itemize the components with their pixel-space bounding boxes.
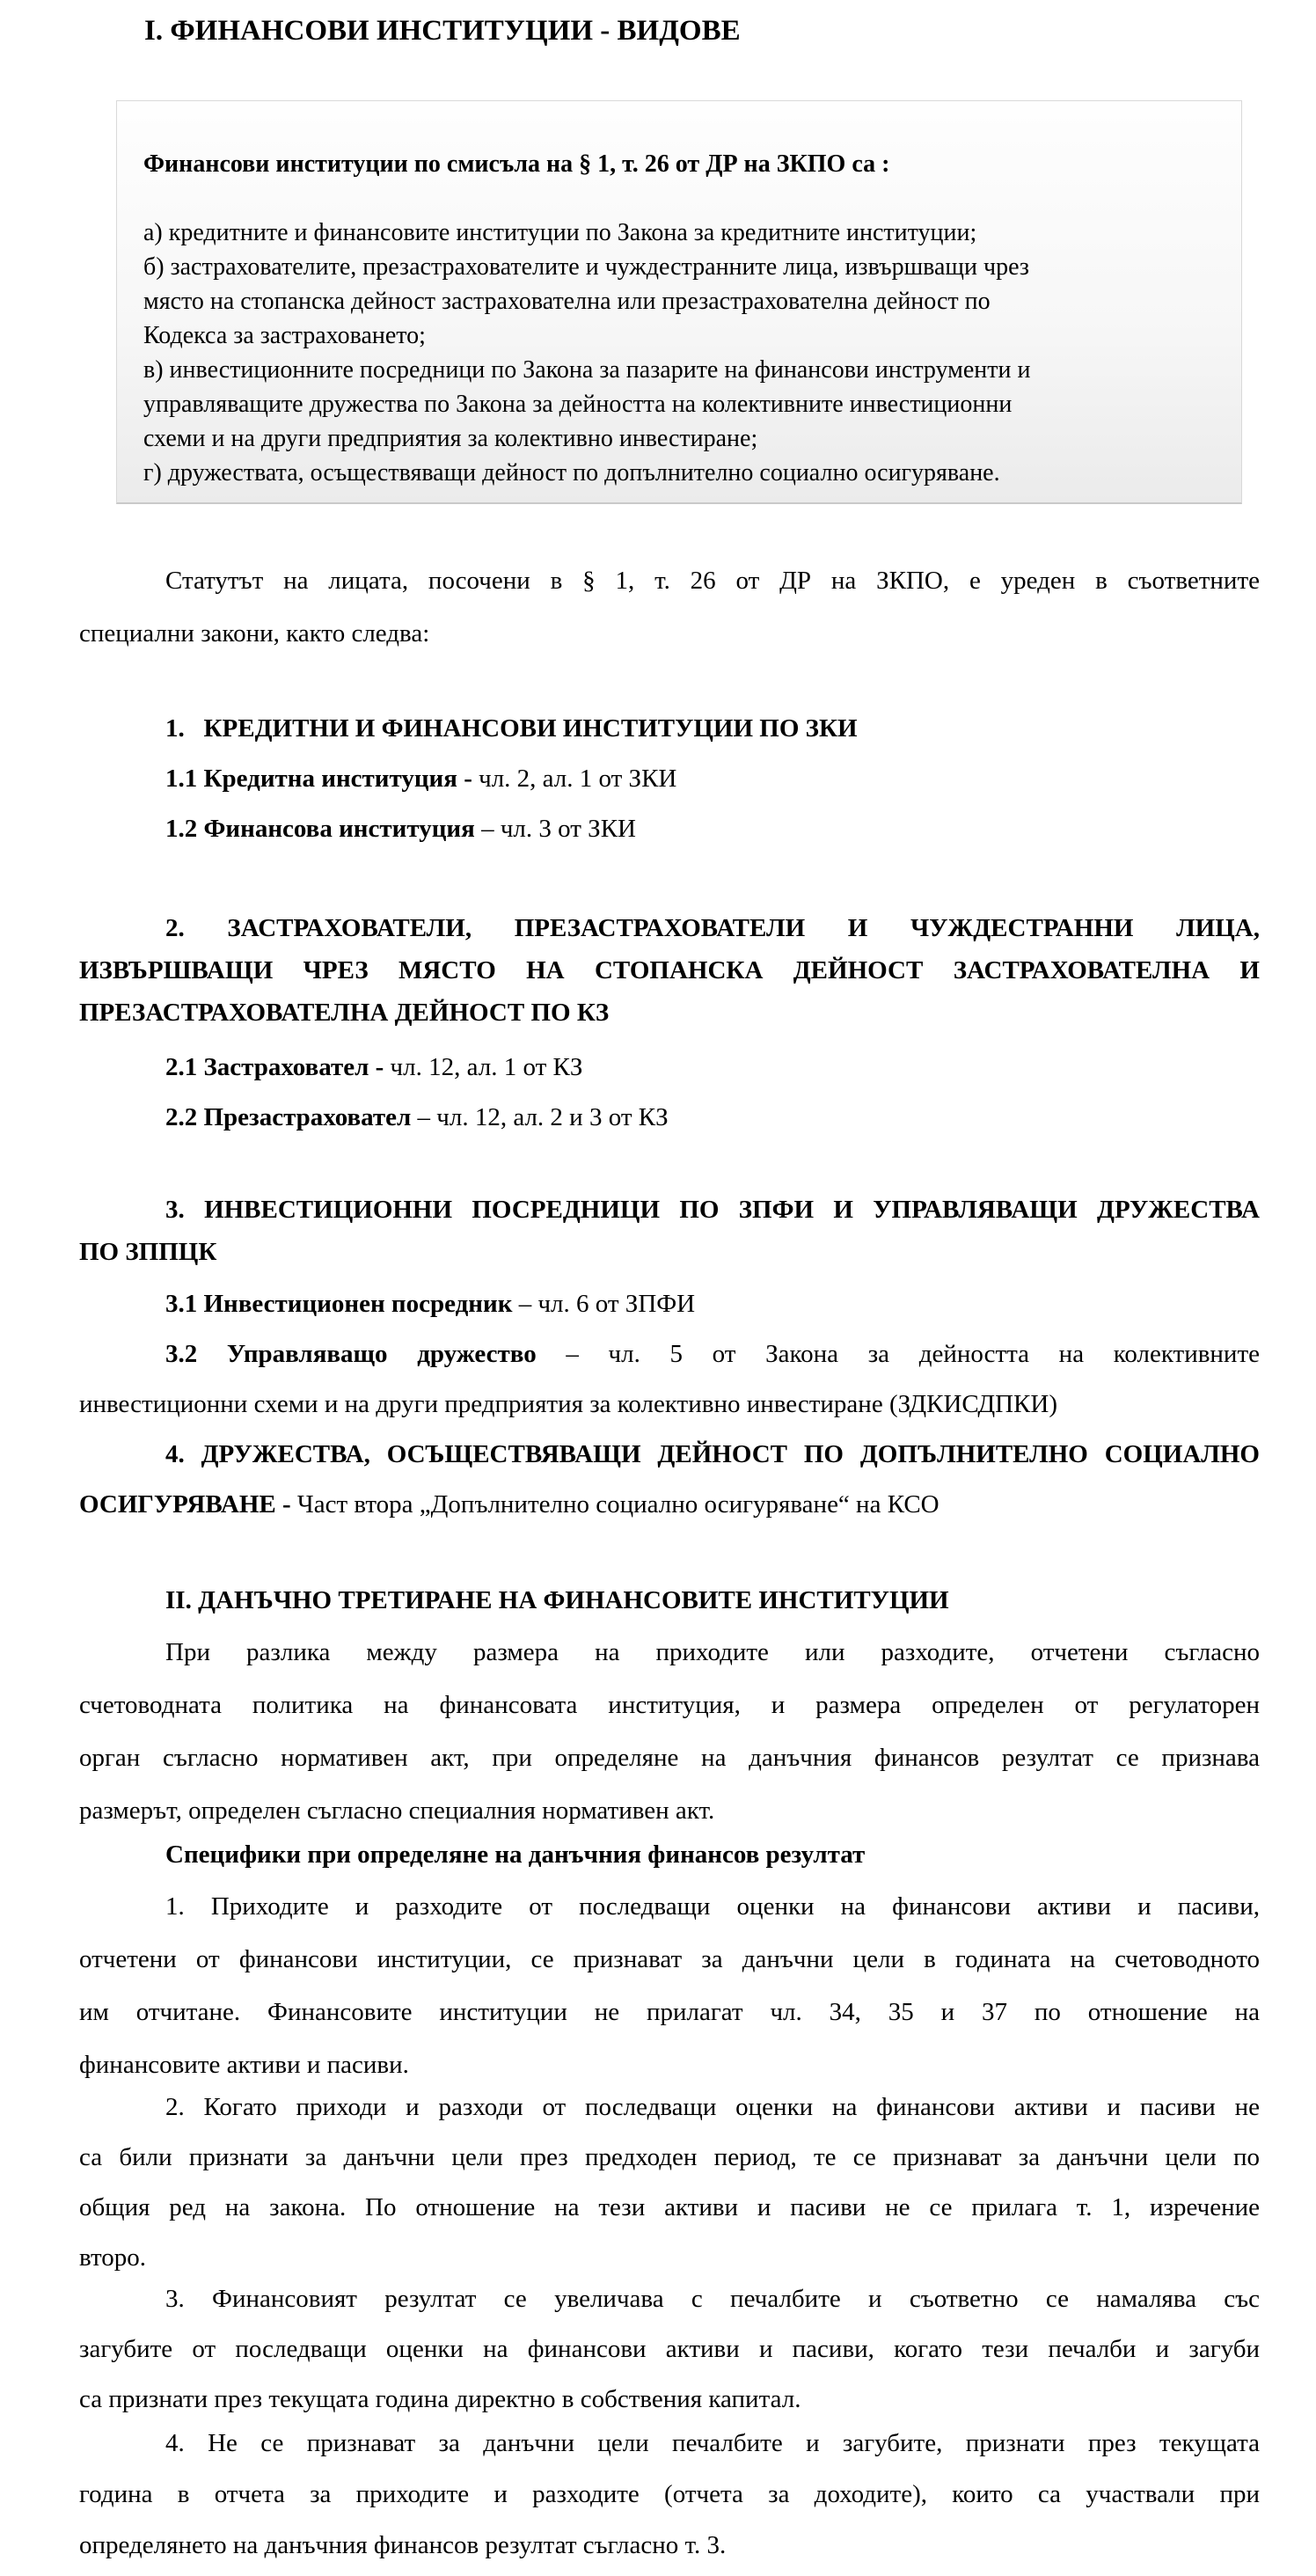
list-item-3-2-continued: инвестиционни схеми и на други предприятия за колективно инвестиране (ЗДКИСДПКИ) — [79, 1390, 1057, 1418]
paragraph-line: общия ред на закона. По отношение на тези активи и пасиви не се прилага т. 1, изречение — [79, 2193, 1260, 2221]
paragraph-item-3 — [79, 2274, 1260, 2425]
section-2-heading — [79, 907, 1260, 1034]
list-item-2-2-ref: – чл. 12, ал. 2 и 3 от КЗ — [417, 1103, 669, 1131]
intro-paragraph — [79, 554, 1260, 660]
paragraph-line: отчетени от финансови институции, се признават за данъчни цели в годината на счетоводното — [79, 1945, 1260, 1973]
paragraph-line: орган съгласно нормативен акт, при определяне на данъчния финансов резултат се признава — [79, 1744, 1260, 1772]
section-4-heading — [79, 1430, 1260, 1530]
section-4-term: ОСИГУРЯВАНЕ - — [79, 1490, 297, 1519]
definition-line-v: в) инвестиционните посредници по Закона за пазарите на финансови инструменти и — [143, 356, 1031, 384]
list-item-2-2 — [79, 1093, 1260, 1143]
intro-line: специални закони, както следва: — [79, 619, 430, 648]
document-title: I. ФИНАНСОВИ ИНСТИТУЦИИ - ВИДОВЕ — [144, 15, 741, 47]
list-item-3-1 — [79, 1279, 1260, 1329]
paragraph-line: година в отчета за приходите и разходите (отчета за доходите), които са участвали при — [79, 2480, 1260, 2508]
paragraph-item-2 — [79, 2082, 1260, 2283]
paragraph-line: им отчитане. Финансовите институции не прилагат чл. 34, 35 и 37 по отношение на — [79, 1998, 1260, 2026]
paragraph-line: При разлика между размера на приходите или разходите, отчетени съгласно — [165, 1638, 1260, 1666]
definition-line-a: а) кредитните и финансовите институции по Закона за кредитните институции; — [143, 219, 977, 246]
list-item-1-1-ref: чл. 2, ал. 1 от ЗКИ — [479, 765, 677, 793]
list-item-3-1-term: 3.1 Инвестиционен посредник — [165, 1290, 519, 1318]
section-4-heading-line2 — [79, 1480, 1260, 1530]
list-item-1-2-term: 1.2 Финансова институция — [165, 815, 482, 843]
section-1-heading: 1. КРЕДИТНИ И ФИНАНСОВИ ИНСТИТУЦИИ ПО ЗКИ — [165, 714, 858, 743]
section-ii — [79, 1576, 1260, 1626]
list-item-3-2-term: 3.2 Управляващо дружество — [165, 1340, 567, 1368]
paragraph-line: финансовите активи и пасиви. — [79, 2051, 409, 2079]
subsection-specifics — [79, 1830, 1260, 1880]
section-ii-heading: II. ДАНЪЧНО ТРЕТИРАНЕ НА ФИНАНСОВИТЕ ИНСТИТУЦИИ — [165, 1586, 949, 1614]
list-item-2-1-ref: чл. 12, ал. 1 от КЗ — [390, 1053, 583, 1081]
definition-box — [116, 100, 1242, 504]
paragraph-difference-rule — [79, 1626, 1260, 1837]
list-item-3-2-ref: – чл. 5 от Закона за дейността на колективните — [566, 1340, 1260, 1368]
definition-line-b: б) застрахователите, презастрахователите и чуждестранните лица, извършващи чрез — [143, 253, 1029, 281]
list-item-2-2-term: 2.2 Презастраховател — [165, 1103, 418, 1131]
section-3-heading-line: ПО ЗППЦК — [79, 1238, 217, 1266]
definition-line-v3: схеми и на други предприятия за колективно инвестиране; — [143, 425, 758, 452]
subsection-specifics-heading: Специфики при определяне на данъчния финансов резултат — [165, 1841, 866, 1869]
paragraph-line: са признати през текущата година директно в собствения капитал. — [79, 2385, 801, 2413]
definition-box-title: Финансови институции по смисъла на § 1, т. 26 от ДР на ЗКПО са : — [143, 150, 890, 178]
section-2-heading-line: 2. ЗАСТРАХОВАТЕЛИ, ПРЕЗАСТРАХОВАТЕЛИ И ЧУЖДЕСТРАННИ ЛИЦА, — [165, 914, 1260, 942]
paragraph-line: 2. Когато приходи и разходи от последващи оценки на финансови активи и пасиви не — [165, 2093, 1260, 2121]
definition-line-g: г) дружествата, осъществяващи дейност по допълнително социално осигуряване. — [143, 459, 1000, 487]
list-item-1-1 — [79, 754, 1260, 804]
list-item-2-1-term: 2.1 Застраховател - — [165, 1053, 391, 1081]
list-item-3-1-ref: – чл. 6 от ЗПФИ — [518, 1290, 696, 1318]
list-item-1-2-ref: – чл. 3 от ЗКИ — [481, 815, 636, 843]
paragraph-line: 1. Приходите и разходите от последващи оценки на финансови активи и пасиви, — [165, 1892, 1260, 1921]
section-2-heading-line: ИЗВЪРШВАЩИ ЧРЕЗ МЯСТО НА СТОПАНСКА ДЕЙНОСТ ЗАСТРАХОВАТЕЛНА И — [79, 956, 1260, 984]
paragraph-line: счетоводната политика на финансовата институция, и размера определен от регулаторен — [79, 1691, 1260, 1719]
list-item-1-2 — [79, 804, 1260, 854]
paragraph-line: са били признати за данъчни цели през предходен период, те се признават за данъчни цели по — [79, 2143, 1260, 2171]
paragraph-line: 4. Не се признават за данъчни цели печалбите и загубите, признати през текущата — [165, 2429, 1260, 2457]
section-4-heading-line: 4. ДРУЖЕСТВА, ОСЪЩЕСТВЯВАЩИ ДЕЙНОСТ ПО ДОПЪЛНИТЕЛНО СОЦИАЛНО — [165, 1440, 1260, 1468]
section-2-heading-line: ПРЕЗАСТРАХОВАТЕЛНА ДЕЙНОСТ ПО КЗ — [79, 999, 610, 1027]
paragraph-line: 3. Финансовият резултат се увеличава с печалбите и съответно се намалява със — [165, 2285, 1260, 2313]
paragraph-line: загубите от последващи оценки на финансови активи и пасиви, когато тези печалби и загуби — [79, 2335, 1260, 2363]
definition-line-v2: управляващите дружества по Закона за дейността на колективните инвестиционни — [143, 391, 1013, 418]
section-3-heading-line: 3. ИНВЕСТИЦИОННИ ПОСРЕДНИЦИ ПО ЗПФИ И УПРАВЛЯВАЩИ ДРУЖЕСТВА — [165, 1196, 1260, 1224]
definition-line-b3: Кодекса за застраховането; — [143, 322, 426, 349]
section-3-heading — [79, 1189, 1260, 1273]
paragraph-line: второ. — [79, 2243, 147, 2272]
list-item-1-1-term: 1.1 Кредитна институция - — [165, 765, 479, 793]
section-3-items — [79, 1279, 1260, 1430]
paragraph-line: размерът, определен съгласно специалния нормативен акт. — [79, 1797, 715, 1825]
definition-line-b2: място на стопанска дейност застрахователна или презастрахователна дейност по — [143, 288, 991, 315]
paragraph-line: определянето на данъчния финансов резултат съгласно т. 3. — [79, 2531, 727, 2559]
section-1 — [79, 704, 1260, 854]
paragraph-item-4 — [79, 2418, 1260, 2571]
section-2-items — [79, 1043, 1260, 1143]
list-item-3-2 — [79, 1329, 1260, 1379]
paragraph-item-1 — [79, 1880, 1260, 2091]
list-item-2-1 — [79, 1043, 1260, 1093]
intro-line: Статутът на лицата, посочени в § 1, т. 26 от ДР на ЗКПО, е уреден в съответните — [165, 567, 1260, 595]
document-page — [0, 12, 1316, 2576]
section-4-ref: Част втора „Допълнително социално осигуряване“ на КСО — [296, 1490, 939, 1519]
